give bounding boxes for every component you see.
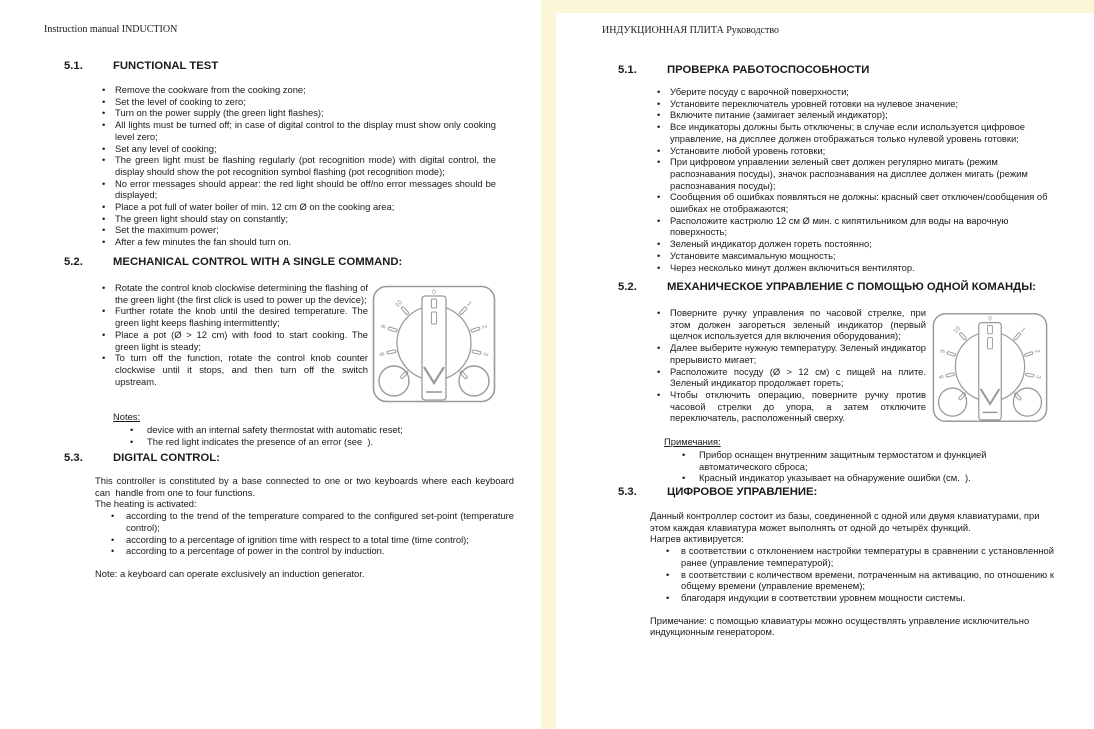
knob-tick: [387, 350, 396, 355]
list-item: • Расположите посуду (Ø > 12 см) с пищей на плите. Зеленый индикатор продолжает гореть;: [652, 366, 926, 389]
knob-dial-label-3: 3: [481, 351, 490, 357]
list-item: • device with an internal safety thermostat with automatic reset;: [123, 424, 493, 436]
knob-tick: [401, 306, 409, 315]
list-item: • Set the level of cooking to zero;: [97, 96, 496, 108]
mechanical-control-list: [97, 282, 368, 387]
indicator-light-right: [459, 366, 489, 396]
knob-dial-label-2: 2: [480, 323, 488, 330]
list-item: • Расположите кастрюлю 12 см Ø мин. с кипятильником для воды на варочную поверхность;: [652, 215, 1050, 238]
knob-dial-label-1: 1: [465, 300, 473, 308]
list-item: • Turn on the power supply (the green light flashes);: [97, 107, 496, 119]
list-item: • according to a percentage of ignition time with respect to a total time (time control);: [95, 534, 514, 546]
digital-control-body: [95, 475, 514, 580]
knob-tick: [1024, 352, 1033, 357]
section-title: DIGITAL CONTROL:: [113, 452, 220, 464]
list-item: • Further rotate the knob until the desired temperature. The green light keeps flashing intermittently;: [97, 305, 368, 328]
list-item: • Прибор оснащен внутренним защитным термостатом и функцией автоматического сброса;: [675, 449, 1031, 472]
section-5-3-heading: [618, 485, 817, 499]
list-item: • в соответствии с отклонением настройки температуры в сравнении с установленной ранее (управление температурой);: [650, 545, 1054, 568]
list-item: • The green light must be flashing regularly (pot recognition mode) with digital control, the display should show the pot recognition symbol flashing (pot recognition mode);: [97, 154, 496, 177]
page-header: Instruction manual INDUCTION: [44, 24, 178, 35]
knob-dial-label-8: 8: [378, 351, 387, 357]
section-number: 5.3.: [618, 486, 637, 498]
section-title: MECHANICAL CONTROL WITH A SINGLE COMMAND:: [113, 256, 403, 268]
section-number: 5.1.: [618, 64, 637, 76]
note-paragraph: Примечание: с помощью клавиатуры можно осуществлять управление исключительно индукционным генератором.: [650, 614, 1030, 638]
control-knob-diagram: [372, 285, 496, 403]
knob-tick: [959, 332, 967, 340]
paragraph: The heating is activated:: [95, 498, 197, 510]
list-item: • Чтобы отключить операцию, поверните ручку против часовой стрелки до упора, а затем отключите переключатель, расположенный сверху.: [652, 389, 926, 424]
knob-tick: [388, 327, 397, 332]
list-item: • Через несколько минут должен включиться вентилятор.: [652, 262, 1050, 274]
list-item: • При цифровом управлении зеленый свет должен регулярно мигать (режим распознавания посуды), значок распознавания на дисплее должен мигать (режим распознавания посуды);: [652, 156, 1050, 191]
page-header: ИНДУКЦИОННАЯ ПЛИТА Руководство: [602, 25, 780, 36]
functional-test-list: [97, 84, 496, 248]
list-item: • Set any level of cooking;: [97, 143, 496, 155]
note-paragraph: Note: a keyboard can operate exclusively an induction generator.: [95, 567, 365, 579]
list-item: • Place a pot full of water boiler of min. 12 cm Ø on the cooking area;: [97, 201, 496, 213]
mechanical-control-list: [652, 307, 926, 424]
list-item: • Place a pot (Ø > 12 cm) with food to start cooking. The green light is steady;: [97, 329, 368, 352]
knob-tick: [1025, 373, 1034, 377]
knob-tick: [947, 351, 956, 356]
knob-dial-label-0: 0: [432, 289, 436, 296]
knob-dial-label-9: 9: [380, 323, 388, 330]
knob-tick: [472, 350, 481, 355]
list-item: • The red light indicates the presence of an error (see ).: [123, 436, 493, 448]
section-5-2-heading: [618, 280, 1036, 294]
list-item: • Установите переключатель уровней готовки на нулевое значение;: [652, 98, 1050, 110]
indicator-light-left: [379, 366, 409, 396]
section-5-3-heading: [64, 451, 220, 465]
list-item: • The green light should stay on constantly;: [97, 213, 496, 225]
paragraph: This controller is constituted by a base connected to one or two keyboards where each keyboard can handle from one to four functions.: [95, 475, 514, 498]
digital-control-body: [650, 510, 1054, 638]
list-item: • Set the maximum power;: [97, 224, 496, 236]
list-item: • All lights must be turned off; in case of digital control to the display must show only cooking level zero;: [97, 119, 496, 142]
knob-tick: [471, 327, 480, 332]
knob-dial-label-8: 8: [938, 374, 946, 380]
knob-tick: [946, 373, 955, 377]
section-number: 5.2.: [64, 256, 83, 268]
list-item: • according to the trend of the temperature compared to the configured set-point (temperature control);: [95, 510, 514, 533]
notes-label: Примечания:: [664, 436, 721, 447]
knob-dial-label-3: 3: [1034, 374, 1042, 380]
knob-dial-label-2: 2: [1032, 348, 1041, 355]
section-title: ЦИФРОВОЕ УПРАВЛЕНИЕ:: [667, 486, 818, 498]
list-item: • Зеленый индикатор должен гореть постоянно;: [652, 238, 1050, 250]
list-item: • Сообщения об ошибках появляться не должны: красный свет отключен/сообщения об ошибках не отображаются;: [652, 191, 1050, 214]
list-item: • Установите максимальную мощность;: [652, 250, 1050, 262]
list-item: • Далее выберите нужную температуру. Зеленый индикатор прерывисто мигает;: [652, 342, 926, 365]
page-left-english: [0, 0, 541, 729]
notes-label: Notes:: [113, 411, 141, 422]
knob-dial-label-1: 1: [1019, 326, 1027, 334]
list-item: • Установите любой уровень готовки;: [652, 145, 1050, 157]
section-number: 5.1.: [64, 60, 83, 72]
list-item: • No error messages should appear: the red light should be off/no error messages should be displayed;: [97, 178, 496, 201]
list-item: • Rotate the control knob clockwise determining the flashing of the green light (the first click is used to power up the device);: [97, 282, 368, 305]
list-item: • Уберите посуду с варочной поверхности;: [652, 86, 1050, 98]
list-item: • Все индикаторы должны быть отключены; в случае если используется цифровое управление, на дисплее должен отображаться только нулевой уровень готовки;: [652, 121, 1050, 144]
knob-dial-label-9: 9: [939, 348, 948, 355]
heating-activation-list: [650, 545, 1054, 604]
knob-dial-label-10: 10: [393, 298, 404, 310]
section-5-1-heading: [618, 63, 869, 77]
notes-list: [123, 424, 493, 447]
paragraph: Нагрев активируется:: [650, 533, 744, 545]
section-5-2-heading: [64, 255, 402, 269]
paragraph: Данный контроллер состоит из базы, соединенной с одной или двумя клавиатурами, при этом каждая клавиатура может выполнять от одной до четырёх функций.: [650, 510, 1040, 533]
section-number: 5.3.: [64, 452, 83, 464]
knob-dial-label-10: 10: [952, 325, 962, 335]
list-item: • в соответствии с количеством времени, потраченным на активацию, по отношению к общему времени (управление временем);: [650, 569, 1054, 592]
functional-test-list: [652, 86, 1050, 273]
section-title: МЕХАНИЧЕСКОЕ УПРАВЛЕНИЕ С ПОМОЩЬЮ ОДНОЙ КОМАНДЫ:: [667, 281, 1037, 293]
list-item: • After a few minutes the fan should turn on.: [97, 236, 496, 248]
list-item: • Включите питание (замигает зеленый индикатор);: [652, 109, 1050, 121]
list-item: • according to a percentage of power in the control by induction.: [95, 545, 514, 557]
section-title: FUNCTIONAL TEST: [113, 60, 219, 72]
knob-tick: [1014, 332, 1022, 340]
list-item: • благодаря индукции в соответствии уровнем мощности системы.: [650, 592, 1054, 604]
section-5-1-heading: [64, 59, 218, 73]
list-item: • Красный индикатор указывает на обнаружение ошибки (см. ).: [675, 472, 1031, 484]
list-item: • Поверните ручку управления по часовой стрелке, при этом должен загореться зеленый индикатор (первый щелчок используется для включения оборудования);: [652, 307, 926, 342]
control-knob-diagram: [932, 309, 1048, 426]
knob-tick: [459, 306, 467, 315]
list-item: • To turn off the function, rotate the control knob counter clockwise until it stops, and then turn off the switch upstream.: [97, 352, 368, 387]
knob-dial-label-0: 0: [988, 315, 992, 323]
indicator-light-left: [939, 388, 967, 416]
section-title: ПРОВЕРКА РАБОТОСПОСОБНОСТИ: [667, 64, 870, 76]
heating-activation-list: [95, 510, 514, 557]
indicator-light-right: [1013, 388, 1041, 416]
list-item: • Remove the cookware from the cooking zone;: [97, 84, 496, 96]
section-number: 5.2.: [618, 281, 637, 293]
notes-list: [675, 449, 1031, 484]
page-right-russian: [556, 13, 1094, 729]
